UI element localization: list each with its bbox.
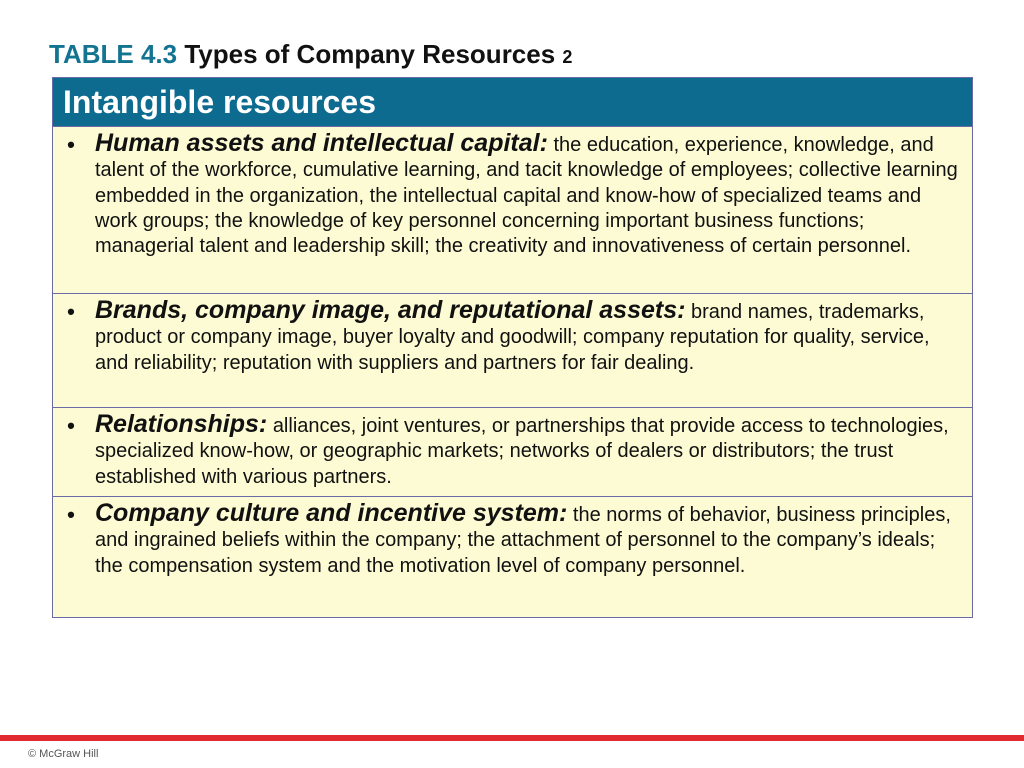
- table-title-text: Types of Company Resources: [184, 39, 556, 69]
- footer-divider: [0, 735, 1024, 741]
- resource-description: alliances, joint ventures, or partnerships that provide access to technologies, specialized know-how, or geographic markets; networks of dealers or distributors; the trust established with various partners.: [95, 415, 949, 488]
- slide-title: [49, 38, 572, 73]
- title-suffix: 2: [562, 47, 573, 67]
- resource-description: brand names, trademarks, product or company image, buyer loyalty and goodwill; company reputation for quality, service, and reliability; reputation with suppliers and partners for fair dealing.: [95, 301, 930, 374]
- bullet-icon: •: [67, 132, 75, 157]
- table-row: [53, 127, 972, 293]
- resource-description: the norms of behavior, business principles, and ingrained beliefs within the company; the attachment of personnel to the company’s ideals; the compensation system and the motivation level of company personnel.: [95, 504, 951, 577]
- table-number-label: TABLE 4.3: [49, 39, 178, 69]
- bullet-icon: •: [67, 413, 75, 438]
- table-row: [53, 496, 972, 617]
- resource-term: Human assets and intellectual capital:: [95, 129, 548, 157]
- copyright-text: © McGraw Hill: [28, 748, 99, 760]
- resource-term: Relationships:: [95, 410, 268, 438]
- table-row: [53, 293, 972, 407]
- resources-table: [52, 77, 973, 618]
- bullet-icon: •: [67, 299, 75, 324]
- bullet-icon: •: [67, 502, 75, 527]
- table-header: Intangible resources: [53, 78, 972, 127]
- table-row: [53, 407, 972, 496]
- resource-description: the education, experience, knowledge, and talent of the workforce, cumulative learning, and tacit knowledge of employees; collective learning embedded in the organization, the intellectual capital and know-how of specialized teams and work groups; the knowledge of key personnel concerning important business functions; managerial talent and leadership skill; the creativity and innovativeness of certain personnel.: [95, 134, 958, 258]
- resource-term: Brands, company image, and reputational assets:: [95, 296, 686, 324]
- resource-term: Company culture and incentive system:: [95, 499, 568, 527]
